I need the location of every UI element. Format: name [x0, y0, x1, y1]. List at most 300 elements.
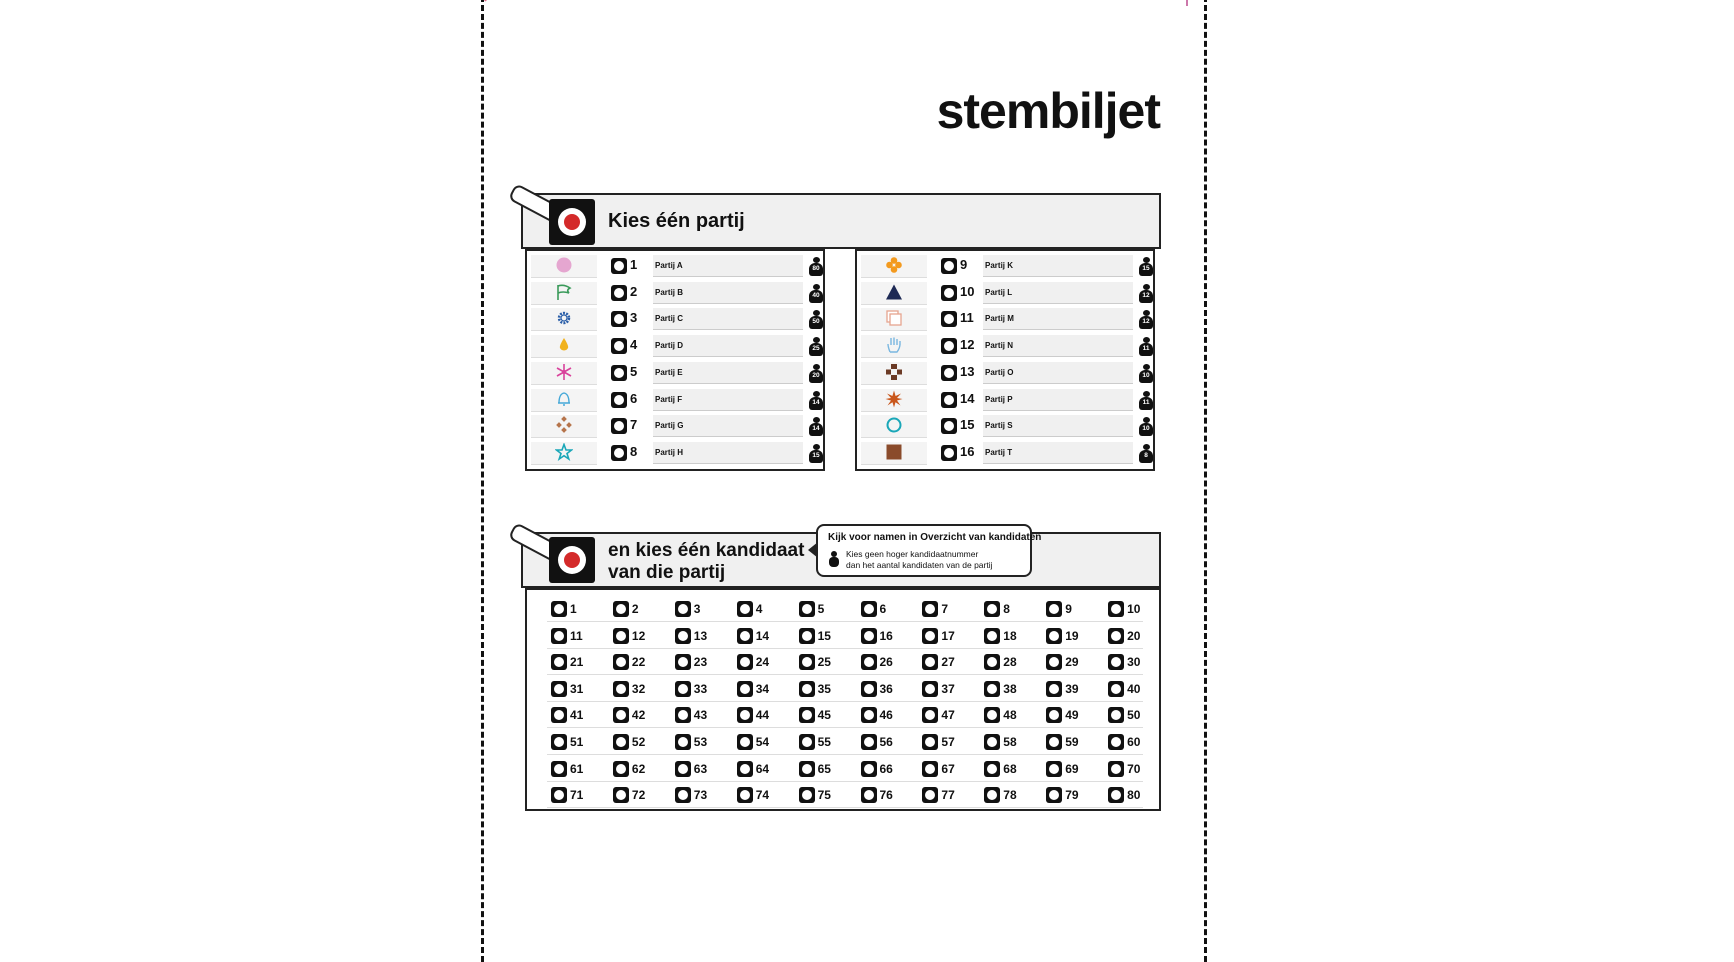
triangle-icon: [861, 282, 927, 305]
party-number: 12: [960, 337, 975, 353]
candidate-vote-box[interactable]: [613, 707, 629, 723]
candidate-number: 27: [941, 655, 955, 670]
candidate-vote-box[interactable]: [551, 734, 567, 750]
candidate-option[interactable]: [922, 651, 980, 673]
party-row: [531, 360, 819, 386]
candidate-vote-box[interactable]: [737, 761, 753, 777]
candidate-vote-box[interactable]: [675, 787, 691, 803]
candidate-vote-box[interactable]: [1108, 681, 1124, 697]
candidate-option[interactable]: [1108, 758, 1166, 780]
candidate-vote-box[interactable]: [613, 734, 629, 750]
party-row: [531, 280, 819, 306]
candidate-vote-box[interactable]: [984, 787, 1000, 803]
candidate-vote-box[interactable]: [675, 681, 691, 697]
candidate-option[interactable]: [984, 758, 1042, 780]
party-number: 11: [960, 310, 974, 326]
candidate-option[interactable]: [984, 651, 1042, 673]
candidate-option[interactable]: [799, 784, 857, 806]
candidate-option[interactable]: [984, 625, 1042, 647]
party-name: Partij B: [653, 282, 803, 304]
candidate-option[interactable]: [1108, 704, 1166, 726]
candidate-option[interactable]: [551, 784, 609, 806]
candidate-vote-box[interactable]: [984, 601, 1000, 617]
candidate-count: 50: [812, 318, 820, 326]
candidate-vote-box[interactable]: [551, 654, 567, 670]
party-number: 3: [630, 310, 638, 326]
drop-icon: [531, 335, 597, 358]
candidate-option[interactable]: [922, 625, 980, 647]
candidate-option[interactable]: [1046, 625, 1104, 647]
party-number: 5: [630, 363, 638, 379]
candidate-vote-box[interactable]: [984, 654, 1000, 670]
candidate-count: 40: [812, 291, 820, 299]
candidate-option[interactable]: [1108, 731, 1166, 753]
candidate-number: 79: [1065, 788, 1079, 803]
party-number: 16: [960, 443, 975, 459]
candidate-number: 41: [570, 708, 584, 723]
candidate-option[interactable]: [1046, 704, 1104, 726]
party-name: Partij K: [983, 255, 1133, 277]
candidate-number: 10: [1127, 602, 1141, 616]
candidate-vote-box[interactable]: [799, 601, 815, 617]
candidate-count-icon: [809, 337, 823, 355]
candidate-number: 80: [1127, 788, 1141, 803]
candidate-number: 21: [570, 655, 584, 670]
candidate-vote-box[interactable]: [737, 681, 753, 697]
candidate-option[interactable]: [861, 598, 919, 620]
candidate-number: 56: [879, 735, 893, 749]
candidate-count-icon: [1139, 257, 1153, 275]
party-name: Partij G: [653, 415, 803, 437]
gear-icon: [531, 308, 597, 331]
candidate-vote-box[interactable]: [1108, 654, 1124, 670]
party-row: [531, 306, 819, 332]
candidate-option[interactable]: [861, 678, 919, 700]
party-vote-box[interactable]: [611, 311, 627, 327]
candidate-number: 73: [693, 788, 708, 803]
candidate-option[interactable]: [551, 758, 609, 780]
candidate-option[interactable]: [799, 704, 857, 726]
candidate-option[interactable]: [1108, 598, 1166, 620]
candidate-vote-box[interactable]: [861, 787, 877, 803]
party-section-heading: Kies één partij: [608, 210, 745, 232]
candidate-vote-box[interactable]: [861, 734, 877, 750]
candidate-option[interactable]: [675, 625, 733, 647]
party-row: [861, 306, 1149, 332]
candidate-number: 68: [1003, 761, 1017, 776]
candidate-vote-box[interactable]: [1108, 601, 1124, 617]
party-row: [861, 440, 1149, 466]
candidate-number: 42: [631, 708, 646, 723]
candidate-number: 40: [1127, 681, 1141, 696]
row-divider: [547, 727, 1143, 728]
candidate-vote-box[interactable]: [675, 734, 691, 750]
candidate-option[interactable]: [984, 678, 1042, 700]
candidate-section-heading: [608, 540, 804, 584]
squares-icon: [861, 308, 927, 331]
candidate-vote-box[interactable]: [861, 601, 877, 617]
candidate-option[interactable]: [861, 625, 919, 647]
candidate-number: 51: [570, 735, 584, 749]
bell-icon: [531, 389, 597, 412]
candidate-option[interactable]: [922, 784, 980, 806]
candidate-vote-box[interactable]: [984, 734, 1000, 750]
candidate-option[interactable]: [675, 678, 733, 700]
tip-line-2: dan het aantal kandidaten van de partij: [846, 560, 993, 570]
candidate-vote-box[interactable]: [613, 761, 629, 777]
candidate-number: 72: [631, 788, 646, 803]
candidate-vote-box[interactable]: [551, 628, 567, 644]
party-vote-box[interactable]: [611, 365, 627, 381]
candidate-option[interactable]: [799, 758, 857, 780]
candidate-number: 48: [1003, 708, 1017, 723]
party-vote-box[interactable]: [611, 258, 627, 274]
candidate-vote-box[interactable]: [922, 628, 938, 644]
candidate-number: 55: [817, 735, 831, 749]
candidate-number: 43: [693, 708, 708, 723]
cross-icon: [861, 362, 927, 385]
candidate-vote-box[interactable]: [737, 628, 753, 644]
candidate-vote-box[interactable]: [922, 734, 938, 750]
candidate-option[interactable]: [737, 704, 795, 726]
candidate-option[interactable]: [551, 704, 609, 726]
candidate-vote-box[interactable]: [613, 601, 629, 617]
candidate-number: 77: [941, 788, 955, 803]
candidate-vote-box[interactable]: [922, 787, 938, 803]
candidate-number: 66: [879, 761, 893, 776]
candidate-vote-box[interactable]: [922, 761, 938, 777]
candidate-number: 29: [1065, 655, 1079, 670]
candidate-option[interactable]: [1108, 678, 1166, 700]
row-divider: [547, 754, 1143, 755]
candidate-vote-box[interactable]: [1046, 787, 1062, 803]
ballot-title: stembiljet: [936, 83, 1160, 139]
party-list-left: [525, 249, 825, 471]
candidate-number: 76: [879, 788, 893, 803]
candidate-vote-box[interactable]: [799, 628, 815, 644]
candidate-number: 44: [755, 708, 770, 723]
candidate-vote-box[interactable]: [1108, 761, 1124, 777]
candidate-option[interactable]: [799, 625, 857, 647]
candidate-vote-box[interactable]: [737, 707, 753, 723]
candidate-vote-box[interactable]: [675, 601, 691, 617]
candidate-vote-box[interactable]: [799, 707, 815, 723]
candidate-option[interactable]: [1108, 625, 1166, 647]
party-row: [531, 413, 819, 439]
candidate-option[interactable]: [984, 731, 1042, 753]
party-number: 1: [630, 257, 638, 272]
candidate-number: 75: [817, 788, 831, 803]
candidate-vote-box[interactable]: [675, 654, 691, 670]
candidate-vote-box[interactable]: [675, 761, 691, 777]
candidate-number: 4: [755, 602, 763, 616]
candidate-count: 10: [1142, 371, 1150, 379]
candidate-vote-box[interactable]: [613, 628, 629, 644]
candidate-option[interactable]: [613, 784, 671, 806]
candidate-vote-box[interactable]: [737, 654, 753, 670]
candidate-number: 28: [1003, 655, 1017, 670]
candidate-vote-box[interactable]: [799, 787, 815, 803]
candidate-option[interactable]: [675, 784, 733, 806]
party-vote-box[interactable]: [611, 392, 627, 408]
candidate-vote-box[interactable]: [1046, 761, 1062, 777]
candidate-option[interactable]: [1046, 598, 1104, 620]
candidate-option[interactable]: [551, 678, 609, 700]
candidate-option[interactable]: [922, 598, 980, 620]
circle-icon: [531, 255, 597, 278]
candidate-number: 57: [941, 735, 955, 749]
candidate-option[interactable]: [1108, 784, 1166, 806]
party-vote-box[interactable]: [941, 311, 957, 327]
candidate-number: 35: [817, 681, 831, 696]
party-vote-box[interactable]: [611, 338, 627, 354]
candidate-number: 33: [693, 681, 708, 696]
candidate-count-icon: [1139, 337, 1153, 355]
candidate-count: 8: [1144, 451, 1148, 459]
candidate-vote-box[interactable]: [799, 761, 815, 777]
candidate-count-icon: [809, 417, 823, 435]
candidate-count-icon: [1139, 284, 1153, 302]
candidate-number: 49: [1065, 708, 1079, 723]
candidate-option[interactable]: [613, 678, 671, 700]
party-name: Partij P: [983, 389, 1133, 411]
candidate-number: 61: [570, 761, 584, 776]
party-number: 8: [630, 443, 638, 459]
candidate-option[interactable]: [551, 625, 609, 647]
candidate-vote-box[interactable]: [984, 681, 1000, 697]
candidate-vote-box[interactable]: [1108, 628, 1124, 644]
party-vote-box[interactable]: [941, 418, 957, 434]
party-list-right: [855, 249, 1155, 471]
candidate-option[interactable]: [737, 625, 795, 647]
candidate-vote-box[interactable]: [799, 654, 815, 670]
candidate-number: 59: [1065, 735, 1079, 749]
candidate-number: 25: [817, 655, 831, 670]
candidate-number: 39: [1065, 681, 1079, 696]
candidate-option[interactable]: [613, 731, 671, 753]
candidate-option[interactable]: [675, 704, 733, 726]
candidate-option[interactable]: [675, 598, 733, 620]
corner-mark: [1186, 0, 1188, 6]
candidate-option[interactable]: [737, 598, 795, 620]
candidate-number: 71: [570, 788, 584, 803]
party-vote-box[interactable]: [941, 258, 957, 274]
candidate-count-icon: [809, 391, 823, 409]
candidate-number: 22: [631, 655, 646, 670]
party-number: 7: [630, 417, 638, 433]
candidate-count: 80: [812, 265, 820, 272]
party-number: 15: [960, 417, 975, 433]
candidate-option[interactable]: [675, 651, 733, 673]
candidate-number: 12: [631, 628, 646, 643]
candidate-count-icon: [1139, 391, 1153, 409]
candidate-option[interactable]: [922, 704, 980, 726]
candidate-count-icon: [1139, 364, 1153, 382]
candidate-option[interactable]: [922, 758, 980, 780]
ballot-paper: [481, 0, 1207, 962]
candidate-option[interactable]: [984, 598, 1042, 620]
candidate-vote-box[interactable]: [737, 601, 753, 617]
candidate-option[interactable]: [922, 731, 980, 753]
candidate-number: 3: [693, 602, 701, 616]
candidate-option[interactable]: [551, 731, 609, 753]
candidate-number: 69: [1065, 761, 1079, 776]
candidate-option[interactable]: [737, 678, 795, 700]
candidate-option[interactable]: [675, 731, 733, 753]
candidate-vote-box[interactable]: [861, 761, 877, 777]
party-name: Partij N: [983, 335, 1133, 357]
party-row: [861, 413, 1149, 439]
candidate-vote-box[interactable]: [551, 681, 567, 697]
candidate-vote-box[interactable]: [922, 707, 938, 723]
candidate-vote-box[interactable]: [1108, 787, 1124, 803]
candidate-option[interactable]: [1046, 784, 1104, 806]
candidate-option[interactable]: [613, 704, 671, 726]
candidate-vote-box[interactable]: [922, 654, 938, 670]
candidate-count: 12: [1142, 318, 1150, 326]
candidate-count: 14: [812, 425, 820, 433]
tip-title: Kijk voor namen in Overzicht van kandidaten: [828, 532, 1042, 543]
candidate-vote-box[interactable]: [861, 654, 877, 670]
candidate-vote-box[interactable]: [1108, 707, 1124, 723]
candidate-option[interactable]: [737, 731, 795, 753]
candidate-option[interactable]: [1108, 651, 1166, 673]
candidate-option[interactable]: [861, 758, 919, 780]
candidate-number: 67: [941, 761, 955, 776]
party-number: 13: [960, 363, 975, 379]
candidate-vote-box[interactable]: [922, 601, 938, 617]
candidate-vote-box[interactable]: [922, 681, 938, 697]
candidate-count-icon: [809, 284, 823, 302]
candidate-vote-box[interactable]: [551, 707, 567, 723]
ring-icon: [861, 415, 927, 438]
candidate-number: 2: [631, 602, 639, 616]
candidate-vote-box[interactable]: [984, 628, 1000, 644]
candidate-option[interactable]: [861, 704, 919, 726]
candidate-vote-box[interactable]: [799, 734, 815, 750]
candidate-option[interactable]: [613, 758, 671, 780]
candidate-number: 23: [693, 655, 708, 670]
candidate-option[interactable]: [861, 784, 919, 806]
candidate-vote-box[interactable]: [861, 707, 877, 723]
candidate-vote-box[interactable]: [1046, 707, 1062, 723]
tip-line-1: Kies geen hoger kandidaatnummer: [846, 549, 979, 559]
party-vote-box[interactable]: [941, 365, 957, 381]
candidate-number: 54: [755, 735, 770, 749]
candidate-number: 74: [755, 788, 770, 803]
candidate-number: 62: [631, 761, 646, 776]
candidate-option[interactable]: [613, 651, 671, 673]
candidate-number: 78: [1003, 788, 1017, 803]
candidate-vote-box[interactable]: [613, 787, 629, 803]
row-divider: [547, 648, 1143, 649]
candidate-option[interactable]: [1046, 651, 1104, 673]
candidate-option[interactable]: [861, 731, 919, 753]
party-vote-box[interactable]: [941, 338, 957, 354]
party-vote-box[interactable]: [611, 418, 627, 434]
candidate-vote-box[interactable]: [551, 761, 567, 777]
candidate-vote-box[interactable]: [737, 787, 753, 803]
candidate-vote-box[interactable]: [737, 734, 753, 750]
candidate-option[interactable]: [737, 651, 795, 673]
candidate-option[interactable]: [984, 784, 1042, 806]
candidate-number: 38: [1003, 681, 1017, 696]
candidate-number: 36: [879, 681, 893, 696]
candidate-vote-box[interactable]: [984, 707, 1000, 723]
candidate-number: 64: [755, 761, 770, 776]
candidate-option[interactable]: [799, 651, 857, 673]
candidate-number: 6: [879, 602, 887, 616]
party-vote-box[interactable]: [611, 285, 627, 301]
candidate-grid: [525, 588, 1161, 811]
candidate-vote-box[interactable]: [551, 601, 567, 617]
candidate-number: 65: [817, 761, 831, 776]
clover-icon: [861, 255, 927, 278]
candidate-vote-box[interactable]: [984, 761, 1000, 777]
burst-icon: [861, 389, 927, 412]
candidate-option[interactable]: [799, 731, 857, 753]
party-name: Partij H: [653, 442, 803, 464]
candidate-vote-box[interactable]: [1108, 734, 1124, 750]
party-name: Partij D: [653, 335, 803, 357]
party-vote-box[interactable]: [941, 285, 957, 301]
candidate-option[interactable]: [613, 598, 671, 620]
candidate-option[interactable]: [1046, 731, 1104, 753]
candidate-option[interactable]: [922, 678, 980, 700]
candidate-number: 31: [570, 681, 584, 696]
candidate-vote-box[interactable]: [1046, 734, 1062, 750]
candidate-vote-box[interactable]: [613, 654, 629, 670]
candidate-option[interactable]: [1046, 678, 1104, 700]
candidate-option[interactable]: [675, 758, 733, 780]
candidate-vote-box[interactable]: [613, 681, 629, 697]
candidate-number: 19: [1065, 628, 1079, 643]
candidate-option[interactable]: [861, 651, 919, 673]
party-vote-box[interactable]: [941, 392, 957, 408]
candidate-option[interactable]: [613, 625, 671, 647]
candidate-vote-box[interactable]: [861, 628, 877, 644]
candidate-vote-box[interactable]: [675, 628, 691, 644]
candidate-vote-box[interactable]: [799, 681, 815, 697]
candidate-vote-box[interactable]: [1046, 628, 1062, 644]
party-number: 10: [960, 283, 975, 299]
party-vote-box[interactable]: [611, 445, 627, 461]
candidate-option[interactable]: [551, 598, 609, 620]
flag-icon: [531, 282, 597, 305]
candidate-vote-box[interactable]: [1046, 681, 1062, 697]
candidate-option[interactable]: [799, 678, 857, 700]
candidate-option[interactable]: [551, 651, 609, 673]
candidate-vote-box[interactable]: [551, 787, 567, 803]
candidate-number: 37: [941, 681, 955, 696]
party-name: Partij O: [983, 362, 1133, 384]
candidate-option[interactable]: [799, 598, 857, 620]
party-vote-box[interactable]: [941, 445, 957, 461]
candidate-option[interactable]: [737, 758, 795, 780]
candidate-vote-box[interactable]: [1046, 601, 1062, 617]
candidate-vote-box[interactable]: [675, 707, 691, 723]
party-name: Partij L: [983, 282, 1133, 304]
candidate-number: 11: [570, 628, 583, 643]
candidate-count-icon: [809, 257, 823, 275]
candidate-option[interactable]: [737, 784, 795, 806]
candidate-option[interactable]: [984, 704, 1042, 726]
candidate-vote-box[interactable]: [861, 681, 877, 697]
candidate-count-icon: [1139, 417, 1153, 435]
candidate-number: 60: [1127, 735, 1141, 749]
candidate-option[interactable]: [1046, 758, 1104, 780]
candidate-vote-box[interactable]: [1046, 654, 1062, 670]
